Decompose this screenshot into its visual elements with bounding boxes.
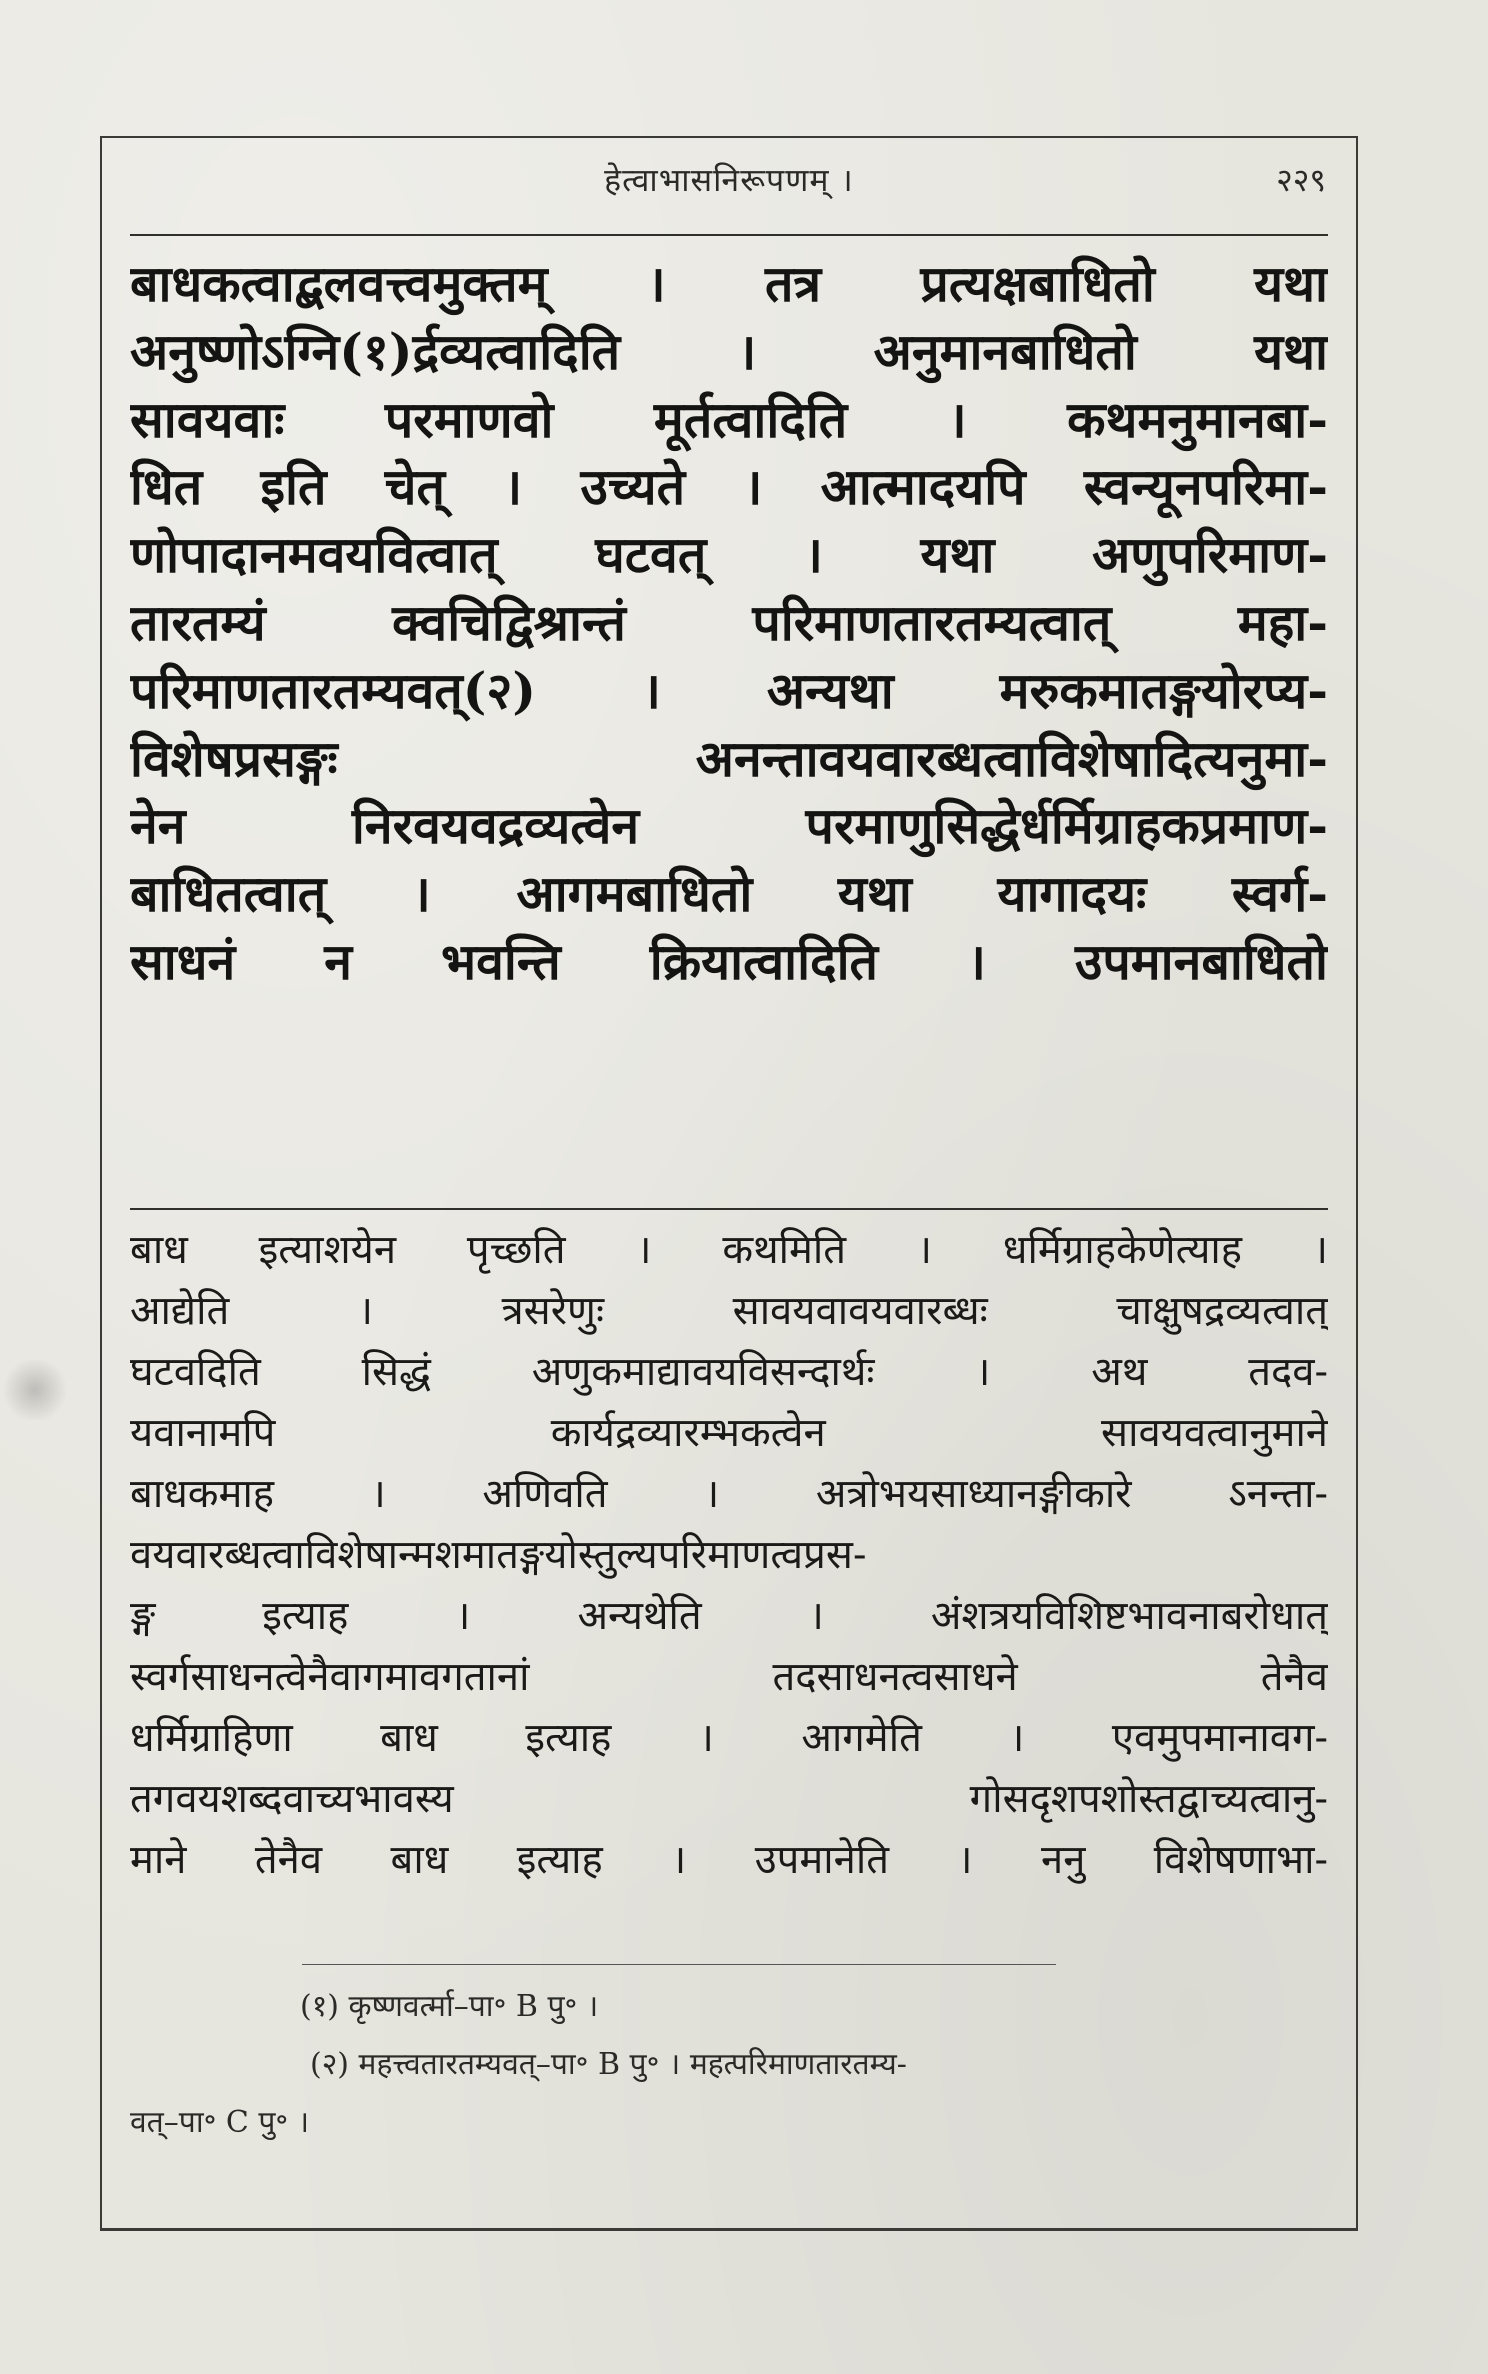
footnote-2: (२) महत्त्वतारतम्यवत्–पा॰ B पु॰ । महत्परिमाणतारतम्य- bbox=[310, 2047, 907, 2082]
ink-bleed-mark bbox=[0, 1360, 70, 1420]
main-text-line: धित इति चेत् । उच्यते । आत्मादयपि स्वन्यूनपरिमा- bbox=[130, 457, 1328, 517]
commentary-line: वयवारब्धत्वाविशेषान्मशमातङ्गयोस्तुल्यपरिमाणत्वप्रस- bbox=[130, 1532, 867, 1578]
page-number: २२९ bbox=[1276, 161, 1326, 199]
commentary-line: यवानामपि कार्यद्रव्यारम्भकत्वेन सावयवत्वानुमाने bbox=[130, 1410, 1328, 1456]
commentary-line: धर्मिग्राहिणा बाध इत्याह । आगमेति । एवमुपमानावग- bbox=[130, 1715, 1328, 1761]
main-text-line: सावयवाः परमाणवो मूर्तत्वादिति । कथमनुमानबा- bbox=[130, 389, 1328, 449]
main-text-line: णोपादानमवयवित्वात् घटवत् । यथा अणुपरिमाण- bbox=[130, 525, 1328, 585]
commentary-block bbox=[130, 1220, 1328, 1891]
running-header bbox=[102, 158, 1356, 218]
commentary-line: घटवदिति सिद्धं अणुकमाद्यावयविसन्दार्थः । अथ तदव- bbox=[130, 1349, 1328, 1395]
footnote-2-continued: वत्–पा॰ C पु॰ । bbox=[130, 2105, 310, 2140]
commentary-line: स्वर्गसाधनत्वेनैवागमावगतानां तदसाधनत्वसाधने तेनैव bbox=[130, 1654, 1328, 1700]
running-title: हेत्वाभासनिरूपणम् । bbox=[604, 161, 854, 199]
main-text-block bbox=[130, 250, 1328, 996]
header-rule bbox=[130, 234, 1328, 236]
commentary-line: माने तेनैव बाध इत्याह । उपमानेति । ननु विशेषणाभा- bbox=[130, 1837, 1328, 1883]
commentary-line: बाध इत्याशयेन पृच्छति । कथमिति । धर्मिग्राहकेणेत्याह । bbox=[130, 1227, 1328, 1273]
main-text-line: विशेषप्रसङ्गः अनन्तावयवारब्धत्वाविशेषादित्यनुमा- bbox=[130, 728, 1328, 788]
commentary-line: तगवयशब्दवाच्यभावस्य गोसदृशपशोस्तद्वाच्यत्वानु- bbox=[130, 1776, 1328, 1822]
footnotes-block bbox=[130, 1978, 1328, 2152]
commentary-separator-rule bbox=[130, 1208, 1328, 1210]
commentary-line: ङ्ग इत्याह । अन्यथेति । अंशत्रयविशिष्टभावनाबरोधात् bbox=[130, 1593, 1328, 1639]
footnote-1: (१) कृष्णवर्त्मा–पा॰ B पु॰ । bbox=[300, 1989, 599, 2024]
main-text-line: अनुष्णोऽग्नि(१)र्द्रव्यत्वादिति । अनुमानबाधितो यथा bbox=[130, 321, 1328, 381]
footnote-rule bbox=[302, 1964, 1056, 1965]
main-text-line: बाधितत्वात् । आगमबाधितो यथा यागादयः स्वर्ग- bbox=[130, 864, 1328, 924]
page-frame bbox=[100, 136, 1358, 2231]
main-text-line: बाधकत्वाद्बलवत्त्वमुक्तम् । तत्र प्रत्यक्षबाधितो यथा bbox=[130, 254, 1328, 313]
main-text-line: परिमाणतारतम्यवत्(२) । अन्यथा मरुकमातङ्गयोरप्य- bbox=[130, 660, 1328, 720]
commentary-line: आद्येति । त्रसरेणुः सावयवावयवारब्धः चाक्षुषद्रव्यत्वात् bbox=[130, 1288, 1328, 1334]
commentary-line: बाधकमाह । अणिवति । अत्रोभयसाध्यानङ्गीकारे ऽनन्ता- bbox=[130, 1471, 1328, 1517]
main-text-line: साधनं न भवन्ति क्रियात्वादिति । उपमानबाधितो bbox=[130, 931, 1328, 991]
main-text-line: नेन निरवयवद्रव्यत्वेन परमाणुसिद्धेर्धर्मिग्राहकप्रमाण- bbox=[130, 796, 1328, 856]
main-text-line: तारतम्यं क्वचिद्विश्रान्तं परिमाणतारतम्यत्वात् महा- bbox=[130, 592, 1328, 652]
